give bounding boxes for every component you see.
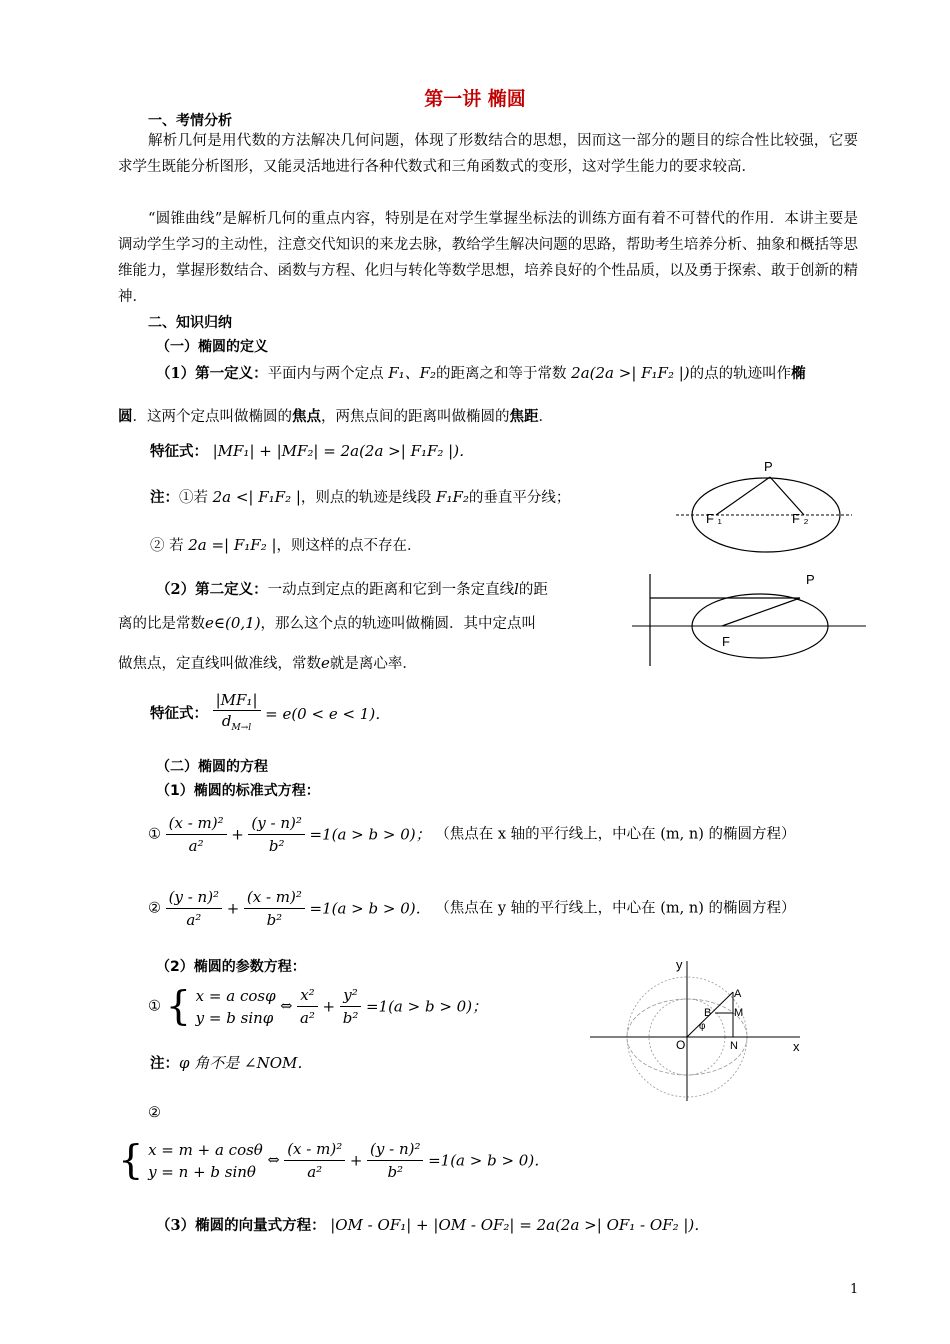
vector-label: （3）椭圆的向量式方程： — [156, 1217, 326, 1234]
second-definition-label: （2）第二定义： — [156, 581, 268, 598]
denominator: b² — [266, 911, 283, 929]
math-rhs: =1(a > b > 0)． — [428, 1151, 550, 1170]
plus: + — [349, 1151, 363, 1170]
math-rhs: =1(a > b > 0)； — [365, 997, 488, 1016]
page-number: 1 — [850, 1282, 859, 1297]
math-foci: F₁、F₂ — [388, 364, 437, 382]
numerator: (y - n)² — [367, 1138, 423, 1161]
math-constant: 2a(2a >| F₁F₂ |) — [571, 364, 690, 382]
section-heading-analysis: 一、考情分析 — [148, 113, 232, 129]
subscript: M→l — [231, 723, 252, 733]
math-condition-2: 2a =| F₁F₂ | — [188, 536, 277, 554]
feature-formula-1 — [150, 438, 474, 465]
fraction — [166, 812, 227, 857]
text-bold: 焦点 — [292, 408, 321, 425]
second-definition-line-2 — [118, 610, 536, 637]
numerator: (x - m)² — [284, 1138, 345, 1161]
second-definition-line — [156, 576, 548, 603]
parametric-note — [150, 1050, 312, 1077]
denominator: a² — [299, 1009, 315, 1027]
label-x: x — [793, 1039, 800, 1054]
label-b: B — [704, 1007, 712, 1019]
focal-radius — [722, 598, 800, 626]
first-definition-label: （1）第一定义： — [156, 365, 268, 382]
first-definition-line-2 — [118, 404, 553, 430]
circled-1: ① — [148, 998, 161, 1015]
denominator: a² — [307, 1163, 323, 1181]
note-label: 注： — [150, 1055, 179, 1072]
equivalent-sign: ⇔ — [280, 998, 293, 1015]
text: 的垂直平分线； — [468, 490, 571, 506]
numerator: (y - n)² — [166, 886, 222, 909]
denominator: a² — [188, 837, 204, 855]
feature-label: 特征式： — [150, 443, 208, 460]
left-brace: { — [165, 983, 192, 1030]
text: ①若 — [179, 490, 208, 506]
first-definition-line — [156, 360, 806, 387]
text: 的点的轨迹叫作 — [689, 366, 792, 382]
fraction — [284, 1138, 345, 1183]
plus: + — [231, 825, 244, 844]
label-f1: F ₁ — [706, 511, 722, 526]
label-y: y — [676, 957, 683, 972]
label-o: O — [676, 1038, 686, 1052]
parametric-system — [148, 1139, 263, 1183]
equation-note: （焦点在 y 轴的平行线上，中心在 (m, n) 的椭圆方程） — [435, 900, 796, 917]
math-rhs: =1(a > b > 0)； — [309, 825, 431, 844]
equation-note: （焦点在 x 轴的平行线上，中心在 (m, n) 的椭圆方程） — [435, 826, 796, 843]
ellipse-definition-figure — [676, 455, 856, 560]
numerator: (x - m)² — [244, 886, 305, 909]
text: 的距离之和等于常数 — [436, 366, 567, 382]
plus: + — [322, 997, 336, 1016]
note-label: 注： — [150, 489, 179, 506]
math-e-range: e∈(0,1) — [205, 614, 261, 632]
math-rhs: = e(0 < e < 1)． — [265, 705, 391, 723]
math-vector: |OM - OF₁| + |OM - OF₂| = 2a(2a >| OF₁ - OF₂ |)． — [330, 1216, 710, 1234]
segment-pf1 — [716, 477, 770, 515]
feature-formula-2 — [150, 690, 390, 738]
denominator — [213, 711, 261, 738]
section-heading-knowledge: 二、知识归纳 — [148, 315, 232, 331]
equivalent-sign: ⇔ — [267, 1152, 280, 1169]
note-2 — [150, 532, 422, 559]
vector-equation — [156, 1212, 709, 1239]
parametric-system — [196, 985, 276, 1029]
text: ．这两个定点叫做椭圆的 — [132, 409, 292, 425]
numerator: y² — [340, 984, 362, 1007]
subheading-parametric: （2）椭圆的参数方程： — [156, 959, 306, 975]
param-x: x = m + a cosθ — [148, 1140, 263, 1159]
circled-1: ① — [148, 826, 161, 843]
math-segment: F₁F₂ — [436, 488, 469, 506]
note-text: φ 角不是 ∠NOM． — [179, 1054, 313, 1072]
math-condition: 2a <| F₁F₂ | — [212, 488, 301, 506]
text-bold: 焦距 — [509, 408, 539, 425]
fraction — [367, 1138, 423, 1183]
label-m: M — [734, 1007, 744, 1019]
text: 就是离心率． — [329, 656, 417, 672]
label-f: F — [722, 634, 730, 649]
paragraph-2: “圆锥曲线”是解析几何的重点内容，特别是在对学生掌握坐标法的训练方面有着不可替代的作用．本讲主要是调动学生学习的主动性，注意交代知识的来龙去脉，教给学生解决问题的思路，帮助考生培养分析、抽象和概括等思维能力，掌握形数结合、函数与方程、化归与转化等数学思想，培养良好的个性品质，以及勇于探索、敢于创新的精神． — [118, 211, 858, 305]
math-rhs: =1(a > b > 0)． — [309, 899, 431, 918]
standard-equation-2 — [148, 886, 795, 931]
numerator: |MF₁| — [213, 690, 261, 711]
numerator: (y - n)² — [248, 812, 304, 835]
parametric-construction-figure — [590, 955, 810, 1105]
text-bold: 圆 — [118, 408, 133, 425]
text: 离的比是常数 — [118, 616, 205, 632]
circled-2: ② — [148, 900, 161, 917]
text: ② 若 — [150, 538, 184, 554]
math-feature-1: |MF₁| + |MF₂| = 2a(2a >| F₁F₂ |)． — [212, 442, 475, 460]
second-definition-line-3 — [118, 650, 417, 677]
text: ，那么这个点的轨迹叫做椭圆．其中定点叫 — [260, 616, 537, 632]
standard-equation-1 — [148, 812, 795, 857]
ellipse-directrix-figure — [630, 568, 868, 668]
text-bold: 椭 — [791, 365, 806, 382]
numerator: (x - m)² — [166, 812, 227, 835]
numerator: x² — [297, 984, 318, 1007]
text: 的距 — [518, 582, 548, 598]
label-a: A — [734, 988, 742, 1000]
param-y: y = n + b sinθ — [148, 1162, 256, 1181]
segment-pf2 — [770, 477, 804, 515]
fraction — [244, 886, 305, 931]
fraction — [248, 812, 304, 857]
label-f2: F ₂ — [792, 511, 809, 526]
fraction — [166, 886, 222, 931]
text: 做焦点，定直线叫做准线，常数 — [118, 656, 321, 672]
parametric-equation-1 — [148, 984, 487, 1029]
label-p: P — [806, 572, 815, 587]
fraction — [297, 984, 318, 1029]
denominator: a² — [186, 911, 202, 929]
text: ，两焦点间的距离叫做椭圆的 — [321, 409, 510, 425]
left-brace: { — [118, 1137, 144, 1184]
denominator: b² — [387, 1163, 404, 1181]
label-n: N — [730, 1040, 738, 1052]
subheading-definition: （一）椭圆的定义 — [156, 339, 268, 355]
math-l: l — [514, 580, 519, 598]
text: ，则点的轨迹是线段 — [300, 490, 432, 506]
d: d — [221, 712, 232, 730]
text: ． — [538, 409, 553, 425]
subheading-standard: （1）椭圆的标准式方程： — [156, 783, 320, 799]
feature-label: 特征式： — [150, 705, 208, 722]
paragraph-1: 解析几何是用代数的方法解决几何问题，体现了形数结合的思想，因而这一部分的题目的综合性比较强，它要求学生既能分析图形，又能灵活地进行各种代数式和三角函数式的变形，这对学生能力的要求较高． — [118, 133, 858, 175]
label-phi: φ — [699, 1021, 706, 1032]
fraction-mf1-over-d — [213, 690, 261, 738]
text: 平面内与两个定点 — [267, 366, 384, 382]
text: ，则这样的点不存在． — [276, 538, 422, 554]
parametric-equation-2 — [118, 1138, 549, 1183]
param-y: y = b sinφ — [195, 1008, 274, 1027]
param-x: x = a cosφ — [195, 986, 276, 1005]
circled-2-parametric: ② — [148, 1105, 161, 1121]
math-e: e — [321, 654, 330, 672]
denominator: b² — [268, 837, 285, 855]
subheading-equations: （二）椭圆的方程 — [156, 759, 268, 775]
plus: + — [226, 899, 240, 918]
denominator: b² — [342, 1009, 359, 1027]
text: 一动点到定点的距离和它到一条定直线 — [267, 582, 515, 598]
note-1 — [150, 484, 570, 511]
fraction — [340, 984, 362, 1029]
page-title: 第一讲 椭圆 — [424, 88, 526, 110]
label-p: P — [764, 459, 773, 474]
